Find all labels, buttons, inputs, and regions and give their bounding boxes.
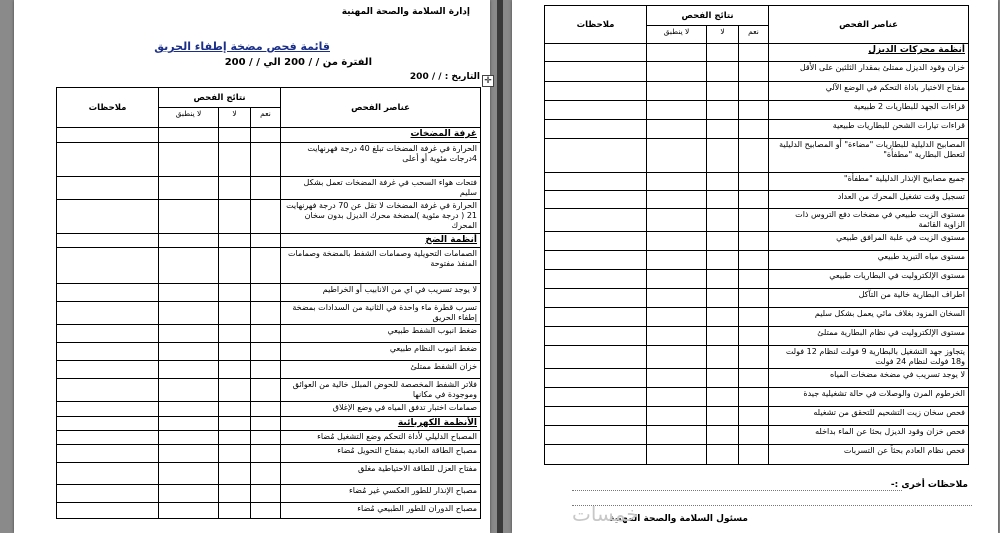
na-cell[interactable] bbox=[159, 143, 219, 177]
na-cell[interactable] bbox=[647, 62, 707, 82]
yes-cell[interactable] bbox=[251, 445, 281, 463]
yes-cell[interactable] bbox=[251, 402, 281, 417]
notes-cell[interactable] bbox=[57, 445, 159, 463]
no-cell[interactable] bbox=[219, 200, 251, 234]
no-cell[interactable] bbox=[707, 426, 739, 445]
no-cell[interactable] bbox=[707, 62, 739, 82]
no-cell[interactable] bbox=[707, 82, 739, 101]
col-header-notes: ملاحظات bbox=[545, 6, 647, 44]
yes-cell[interactable] bbox=[251, 302, 281, 325]
yes-cell[interactable] bbox=[739, 139, 769, 173]
page-gap bbox=[497, 0, 503, 533]
table-row bbox=[545, 173, 969, 191]
table-row bbox=[545, 120, 969, 139]
notes-cell[interactable] bbox=[545, 270, 647, 289]
col-header-results: نتائج الفحص bbox=[647, 6, 769, 26]
yes-cell[interactable] bbox=[251, 379, 281, 402]
check-item-text: خزان الشفط ممتلئ bbox=[281, 361, 481, 379]
check-item-text: فتحات هواء السحب في غرفة المضخات تعمل بشكل سليم bbox=[281, 177, 481, 200]
yes-cell[interactable] bbox=[251, 234, 281, 248]
na-cell[interactable] bbox=[647, 44, 707, 62]
yes-cell[interactable] bbox=[251, 248, 281, 284]
table-row bbox=[57, 325, 481, 343]
na-cell[interactable] bbox=[159, 431, 219, 445]
notes-cell[interactable] bbox=[57, 128, 159, 143]
table-row bbox=[545, 346, 969, 369]
no-cell[interactable] bbox=[707, 120, 739, 139]
signature-label: مسئول السلامة والصحة المهنية bbox=[609, 514, 748, 524]
no-cell[interactable] bbox=[219, 128, 251, 143]
notes-cell[interactable] bbox=[545, 327, 647, 346]
table-row bbox=[545, 209, 969, 232]
notes-cell[interactable] bbox=[57, 343, 159, 361]
table-row bbox=[57, 361, 481, 379]
check-item-text: صمامات اختبار تدفق المياه في وضع الإغلاق bbox=[281, 402, 481, 417]
table-row bbox=[57, 402, 481, 417]
yes-cell[interactable] bbox=[251, 143, 281, 177]
yes-cell[interactable] bbox=[739, 232, 769, 251]
check-item-text: مستوى الزيت طبيعي في مضخات دفع التروس ذات الزاوية القائمة bbox=[769, 209, 969, 232]
check-item-text: مصباح الإنذار للطور العكسي غير مُضاء bbox=[281, 485, 481, 503]
col-header-elements: عناصر الفحص bbox=[281, 88, 481, 128]
na-cell[interactable] bbox=[159, 343, 219, 361]
na-cell[interactable] bbox=[647, 445, 707, 465]
na-cell[interactable] bbox=[647, 101, 707, 120]
notes-cell[interactable] bbox=[545, 232, 647, 251]
no-cell[interactable] bbox=[219, 361, 251, 379]
na-cell[interactable] bbox=[647, 388, 707, 407]
na-cell[interactable] bbox=[647, 82, 707, 101]
no-cell[interactable] bbox=[219, 143, 251, 177]
table-row bbox=[545, 270, 969, 289]
notes-cell[interactable] bbox=[545, 120, 647, 139]
no-cell[interactable] bbox=[219, 343, 251, 361]
yes-cell[interactable] bbox=[251, 284, 281, 302]
notes-cell[interactable] bbox=[57, 431, 159, 445]
table-row bbox=[57, 143, 481, 177]
yes-cell[interactable] bbox=[251, 361, 281, 379]
na-cell[interactable] bbox=[647, 139, 707, 173]
yes-cell[interactable] bbox=[739, 388, 769, 407]
check-item-text: لا يوجد تسريب في اي من الانابيب أو الخراطيم bbox=[281, 284, 481, 302]
table-row bbox=[545, 369, 969, 388]
no-cell[interactable] bbox=[219, 431, 251, 445]
table-row bbox=[545, 251, 969, 270]
notes-cell[interactable] bbox=[545, 101, 647, 120]
yes-cell[interactable] bbox=[739, 82, 769, 101]
document-title: قائمة فحص مضخة إطفاء الحريق bbox=[154, 40, 330, 53]
table-row bbox=[57, 200, 481, 234]
yes-cell[interactable] bbox=[739, 308, 769, 327]
no-cell[interactable] bbox=[707, 270, 739, 289]
yes-cell[interactable] bbox=[739, 346, 769, 369]
yes-cell[interactable] bbox=[251, 325, 281, 343]
section-row bbox=[57, 234, 481, 248]
check-item-text: مفتاح الاختيار باداة التحكم في الوضع الآلي bbox=[769, 82, 969, 101]
notes-cell[interactable] bbox=[545, 369, 647, 388]
notes-cell[interactable] bbox=[57, 248, 159, 284]
section-row bbox=[545, 44, 969, 62]
notes-cell[interactable] bbox=[57, 302, 159, 325]
na-cell[interactable] bbox=[647, 426, 707, 445]
no-cell[interactable] bbox=[707, 407, 739, 426]
table-row bbox=[57, 248, 481, 284]
no-cell[interactable] bbox=[707, 44, 739, 62]
no-cell[interactable] bbox=[707, 191, 739, 209]
yes-cell[interactable] bbox=[251, 463, 281, 485]
table-row bbox=[57, 503, 481, 519]
yes-cell[interactable] bbox=[739, 173, 769, 191]
na-cell[interactable] bbox=[647, 251, 707, 270]
notes-cell[interactable] bbox=[545, 44, 647, 62]
table-row bbox=[57, 485, 481, 503]
yes-cell[interactable] bbox=[251, 177, 281, 200]
section-heading: الأنظمة الكهربائية bbox=[281, 417, 481, 431]
na-cell[interactable] bbox=[647, 232, 707, 251]
check-item-text: مستوى الزيت في علبة المرافق طبيعي bbox=[769, 232, 969, 251]
table-row bbox=[57, 177, 481, 200]
no-cell[interactable] bbox=[707, 101, 739, 120]
checklist-table-right bbox=[544, 5, 969, 465]
period-range: الفترة من / / 200 الي / / 200 bbox=[224, 57, 372, 68]
yes-cell[interactable] bbox=[739, 120, 769, 139]
table-row bbox=[545, 388, 969, 407]
no-cell[interactable] bbox=[707, 445, 739, 465]
col-header-elements: عناصر الفحص bbox=[769, 6, 969, 44]
check-item-text: مستوى مياه التبريد طبيعي bbox=[769, 251, 969, 270]
notes-cell[interactable] bbox=[57, 325, 159, 343]
no-cell[interactable] bbox=[707, 251, 739, 270]
notes-cell[interactable] bbox=[57, 234, 159, 248]
notes-cell[interactable] bbox=[545, 289, 647, 308]
na-cell[interactable] bbox=[159, 177, 219, 200]
notes-cell[interactable] bbox=[545, 139, 647, 173]
notes-cell[interactable] bbox=[57, 200, 159, 234]
notes-cell[interactable] bbox=[545, 388, 647, 407]
table-row bbox=[57, 343, 481, 361]
na-cell[interactable] bbox=[159, 379, 219, 402]
no-cell[interactable] bbox=[707, 308, 739, 327]
na-cell[interactable] bbox=[647, 327, 707, 346]
no-cell[interactable] bbox=[707, 209, 739, 232]
col-header-na: لا ينطبق bbox=[647, 26, 707, 44]
check-item-text: فلاتر الشفط المخصصة للحوض المبلل خالية من العوائق وموجودة في مكانها bbox=[281, 379, 481, 402]
col-header-no: لا bbox=[219, 108, 251, 128]
check-item-text: قراءات الجهد للبطاريات 2 طبيعية bbox=[769, 101, 969, 120]
document-page-left bbox=[14, 0, 490, 533]
table-row bbox=[57, 379, 481, 402]
table-row bbox=[57, 284, 481, 302]
yes-cell[interactable] bbox=[739, 289, 769, 308]
notes-cell[interactable] bbox=[545, 173, 647, 191]
col-header-notes: ملاحظات bbox=[57, 88, 159, 128]
na-cell[interactable] bbox=[647, 270, 707, 289]
check-item-text: المصباح الدليلي لأداة التحكم وضع التشغيل مُضاء bbox=[281, 431, 481, 445]
no-cell[interactable] bbox=[707, 388, 739, 407]
yes-cell[interactable] bbox=[251, 128, 281, 143]
check-item-text: تسرب قطرة ماء واحدة في الثانية من السدادات بمضخة إطفاء الحريق bbox=[281, 302, 481, 325]
table-row bbox=[545, 426, 969, 445]
notes-cell[interactable] bbox=[545, 209, 647, 232]
check-item-text: مستوى الإلكتروليت في نظام البطارية ممتلئ bbox=[769, 327, 969, 346]
document-page-right bbox=[512, 0, 998, 533]
na-cell[interactable] bbox=[159, 128, 219, 143]
no-cell[interactable] bbox=[707, 327, 739, 346]
col-header-yes: نعم bbox=[739, 26, 769, 44]
yes-cell[interactable] bbox=[739, 407, 769, 426]
notes-cell[interactable] bbox=[57, 503, 159, 519]
yes-cell[interactable] bbox=[251, 485, 281, 503]
yes-cell[interactable] bbox=[251, 503, 281, 519]
check-item-text: مفتاح العزل للطاقة الاحتياطية مغلق bbox=[281, 463, 481, 485]
table-row bbox=[545, 232, 969, 251]
other-notes-label: ملاحظات أخرى :- bbox=[890, 480, 968, 490]
table-row bbox=[545, 289, 969, 308]
na-cell[interactable] bbox=[159, 463, 219, 485]
no-cell[interactable] bbox=[219, 284, 251, 302]
notes-cell[interactable] bbox=[545, 426, 647, 445]
date-field: التاريخ : / / 200 bbox=[409, 72, 480, 82]
check-item-text: فحص خزان وقود الديزل بحثا عن الماء بداخله bbox=[769, 426, 969, 445]
check-item-text: فحص سخان زيت التشحيم للتحقق من تشغيله bbox=[769, 407, 969, 426]
yes-cell[interactable] bbox=[251, 417, 281, 431]
table-row bbox=[545, 407, 969, 426]
no-cell[interactable] bbox=[219, 302, 251, 325]
check-item-text: ضغط انبوب النظام طبيعي bbox=[281, 343, 481, 361]
no-cell[interactable] bbox=[219, 417, 251, 431]
table-row bbox=[545, 82, 969, 101]
table-row bbox=[545, 445, 969, 465]
yes-cell[interactable] bbox=[739, 191, 769, 209]
table-row bbox=[57, 431, 481, 445]
table-row bbox=[57, 445, 481, 463]
check-item-text: فحص نظام العادم بحثاً عن التسربات bbox=[769, 445, 969, 465]
notes-cell[interactable] bbox=[545, 308, 647, 327]
table-row bbox=[545, 101, 969, 120]
yes-cell[interactable] bbox=[739, 426, 769, 445]
section-heading: أنظمة محركات الديزل bbox=[769, 44, 969, 62]
yes-cell[interactable] bbox=[739, 369, 769, 388]
na-cell[interactable] bbox=[159, 445, 219, 463]
notes-cell[interactable] bbox=[57, 361, 159, 379]
table-move-handle-icon[interactable]: ✛ bbox=[482, 75, 494, 87]
notes-cell[interactable] bbox=[545, 191, 647, 209]
yes-cell[interactable] bbox=[739, 101, 769, 120]
col-header-results: نتائج الفحص bbox=[159, 88, 281, 108]
na-cell[interactable] bbox=[159, 361, 219, 379]
no-cell[interactable] bbox=[219, 177, 251, 200]
table-row bbox=[545, 139, 969, 173]
no-cell[interactable] bbox=[219, 248, 251, 284]
yes-cell[interactable] bbox=[739, 44, 769, 62]
check-item-text: يتجاوز جهد التشغيل بالبطارية 9 فولت لنظام 12 فولت و18 فولت لنظام 24 فولت bbox=[769, 346, 969, 369]
check-item-text: مصباح الطاقة العادية بمفتاح التحويل مُضاء bbox=[281, 445, 481, 463]
col-header-yes: نعم bbox=[251, 108, 281, 128]
check-item-text: مستوى الإلكتروليت في البطاريات طبيعي bbox=[769, 270, 969, 289]
na-cell[interactable] bbox=[159, 302, 219, 325]
notes-cell[interactable] bbox=[57, 417, 159, 431]
check-item-text: جميع مصابيح الإنذار الدليلية "مطفأة" bbox=[769, 173, 969, 191]
no-cell[interactable] bbox=[707, 369, 739, 388]
checklist-table-left bbox=[56, 87, 481, 519]
col-header-na: لا ينطبق bbox=[159, 108, 219, 128]
table-row bbox=[57, 302, 481, 325]
no-cell[interactable] bbox=[707, 346, 739, 369]
yes-cell[interactable] bbox=[739, 270, 769, 289]
org-header: إدارة السلامة والصحة المهنية bbox=[341, 7, 470, 17]
check-item-text: اطراف البطارية خالية من التآكل bbox=[769, 289, 969, 308]
section-row bbox=[57, 417, 481, 431]
no-cell[interactable] bbox=[707, 232, 739, 251]
na-cell[interactable] bbox=[647, 346, 707, 369]
check-item-text: الخرطوم المرن والوصلات في حالة تشغيلية جيدة bbox=[769, 388, 969, 407]
yes-cell[interactable] bbox=[739, 62, 769, 82]
na-cell[interactable] bbox=[159, 234, 219, 248]
no-cell[interactable] bbox=[219, 463, 251, 485]
yes-cell[interactable] bbox=[739, 445, 769, 465]
na-cell[interactable] bbox=[647, 120, 707, 139]
col-header-no: لا bbox=[707, 26, 739, 44]
yes-cell[interactable] bbox=[251, 431, 281, 445]
no-cell[interactable] bbox=[219, 445, 251, 463]
na-cell[interactable] bbox=[159, 402, 219, 417]
table-row bbox=[545, 308, 969, 327]
na-cell[interactable] bbox=[647, 173, 707, 191]
check-item-text: تسجيل وقت تشغيل المحرك من العداد bbox=[769, 191, 969, 209]
na-cell[interactable] bbox=[647, 369, 707, 388]
check-item-text: الحرارة في غرفة المضخات تبلغ 40 درجة فهرنهايت 4درجات مئوية أو أعلى bbox=[281, 143, 481, 177]
na-cell[interactable] bbox=[159, 248, 219, 284]
notes-cell[interactable] bbox=[57, 463, 159, 485]
notes-cell[interactable] bbox=[545, 445, 647, 465]
notes-cell[interactable] bbox=[57, 379, 159, 402]
no-cell[interactable] bbox=[219, 379, 251, 402]
notes-line bbox=[572, 490, 902, 491]
check-item-text: خزان وقود الديزل ممتلئ بمقدار الثلثين على الأقل bbox=[769, 62, 969, 82]
notes-cell[interactable] bbox=[57, 284, 159, 302]
na-cell[interactable] bbox=[159, 503, 219, 519]
notes-cell[interactable] bbox=[545, 62, 647, 82]
na-cell[interactable] bbox=[159, 325, 219, 343]
notes-cell[interactable] bbox=[545, 82, 647, 101]
yes-cell[interactable] bbox=[739, 251, 769, 270]
na-cell[interactable] bbox=[647, 308, 707, 327]
na-cell[interactable] bbox=[159, 284, 219, 302]
yes-cell[interactable] bbox=[251, 200, 281, 234]
table-row bbox=[545, 62, 969, 82]
na-cell[interactable] bbox=[159, 200, 219, 234]
section-row bbox=[57, 128, 481, 143]
no-cell[interactable] bbox=[707, 289, 739, 308]
section-heading: أنظمة الضخ bbox=[281, 234, 481, 248]
na-cell[interactable] bbox=[159, 417, 219, 431]
no-cell[interactable] bbox=[219, 234, 251, 248]
na-cell[interactable] bbox=[159, 485, 219, 503]
no-cell[interactable] bbox=[707, 139, 739, 173]
no-cell[interactable] bbox=[219, 503, 251, 519]
table-row bbox=[57, 463, 481, 485]
check-item-text: الحرارة في غرفة المضخات لا تقل عن 70 درجة فهرنهايت 21 ( درجة مئوية )لمضخة محرك الديزل بدون سخان المحرك bbox=[281, 200, 481, 234]
table-row bbox=[545, 327, 969, 346]
notes-cell[interactable] bbox=[545, 407, 647, 426]
check-item-text: الصمامات التحويلية وصمامات الشفط بالمضخة وصمامات المنفذ مفتوحة bbox=[281, 248, 481, 284]
check-item-text: السخان المزود بغلاف مائي يعمل بشكل سليم bbox=[769, 308, 969, 327]
na-cell[interactable] bbox=[647, 191, 707, 209]
no-cell[interactable] bbox=[219, 325, 251, 343]
no-cell[interactable] bbox=[707, 173, 739, 191]
notes-cell[interactable] bbox=[545, 346, 647, 369]
notes-cell[interactable] bbox=[57, 402, 159, 417]
yes-cell[interactable] bbox=[251, 343, 281, 361]
notes-cell[interactable] bbox=[57, 177, 159, 200]
notes-cell[interactable] bbox=[545, 251, 647, 270]
section-heading: غرفة المضخات bbox=[281, 128, 481, 143]
notes-cell[interactable] bbox=[57, 485, 159, 503]
check-item-text: المصابيح الدليلية للبطاريات "مضاءة" أو المصابيح الدليلية لتعطل البطارية "مطفأة" bbox=[769, 139, 969, 173]
yes-cell[interactable] bbox=[739, 209, 769, 232]
no-cell[interactable] bbox=[219, 402, 251, 417]
na-cell[interactable] bbox=[647, 289, 707, 308]
no-cell[interactable] bbox=[219, 485, 251, 503]
table-row bbox=[545, 191, 969, 209]
check-item-text: قراءات تيارات الشحن للبطاريات طبيعية bbox=[769, 120, 969, 139]
na-cell[interactable] bbox=[647, 209, 707, 232]
yes-cell[interactable] bbox=[739, 327, 769, 346]
check-item-text: ضغط انبوب الشفط طبيعي bbox=[281, 325, 481, 343]
na-cell[interactable] bbox=[647, 407, 707, 426]
notes-cell[interactable] bbox=[57, 143, 159, 177]
check-item-text: لا يوجد تسريب في مضخة مضخات المياه bbox=[769, 369, 969, 388]
check-item-text: مصباح الدوران للطور الطبيعي مُضاء bbox=[281, 503, 481, 519]
watermark-logo: خمسات bbox=[572, 502, 639, 526]
